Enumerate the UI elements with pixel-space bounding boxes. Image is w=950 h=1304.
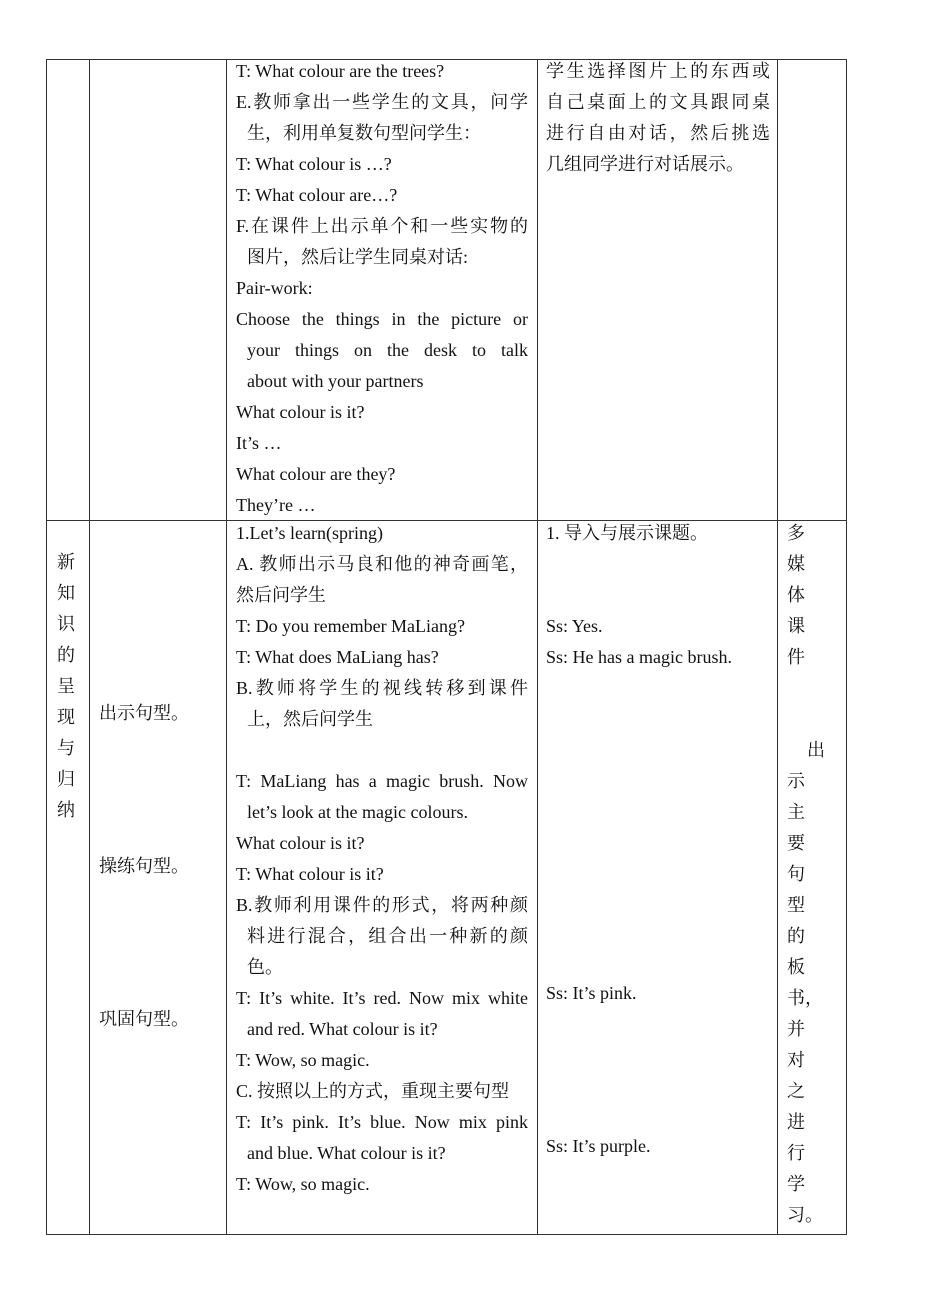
student-answer: Ss: He has a magic brush. <box>546 647 732 667</box>
media-line: 示 主 <box>787 771 823 822</box>
media-line: 板书， <box>787 957 823 1008</box>
border-col3 <box>537 59 538 1235</box>
text-line: 自己桌面上的文具跟同桌 <box>546 92 770 112</box>
media-line: 要 句 <box>787 833 823 884</box>
media-line: 件 <box>787 647 805 667</box>
text-line: 学生选择图片上的东西或 <box>546 61 770 81</box>
media-line: 行 学 <box>787 1143 823 1194</box>
border-col4 <box>777 59 778 1235</box>
text-line: 生，利用单复数句型问学生： <box>247 123 481 143</box>
student-answer: Ss: It’s pink. <box>546 983 637 1003</box>
stage-char: 现 <box>57 707 75 727</box>
media-line: 出 <box>807 740 825 760</box>
media-line: 多 媒 <box>787 523 823 574</box>
text-line: 料进行混合，组合出一种新的颜 <box>247 926 528 946</box>
step-consolidate: 巩固句型。 <box>99 1009 189 1029</box>
step-drill: 操练句型。 <box>99 856 189 876</box>
media-line: 之 进 <box>787 1081 823 1132</box>
text-line: 色。 <box>247 957 283 977</box>
border-right <box>846 59 847 1235</box>
text-line: T: MaLiang has a magic brush. Now <box>236 771 528 791</box>
text-line: and red. What colour is it? <box>247 1019 438 1039</box>
border-col2 <box>226 59 227 1235</box>
media-line: 体 课 <box>787 585 823 636</box>
text-line: T: Wow, so magic. <box>236 1050 370 1070</box>
student-answer: Ss: It’s purple. <box>546 1136 651 1156</box>
text-line: Choose the things in the picture or <box>236 309 528 329</box>
text-line: 上，然后问学生 <box>247 709 373 729</box>
text-line: T: Wow, so magic. <box>236 1174 370 1194</box>
text-line: What colour are they? <box>236 464 396 484</box>
text-line: E.教师拿出一些学生的文具，问学 <box>236 92 528 112</box>
stage-label <box>56 547 76 826</box>
text-line: T: It’s white. It’s red. Now mix white <box>236 988 528 1008</box>
stage-char: 呈 <box>57 676 75 696</box>
border-bottom <box>46 1234 847 1235</box>
text-line: 图片，然后让学生同桌对话: <box>247 247 468 267</box>
text-line: C. 按照以上的方式，重现主要句型 <box>236 1081 510 1101</box>
text-line: It’s … <box>236 433 282 453</box>
text-line: and blue. What colour is it? <box>247 1143 446 1163</box>
stage-char: 与 <box>57 738 75 758</box>
stage-char: 新 <box>57 552 75 572</box>
text-line: T: What colour are…? <box>236 185 398 205</box>
stage-char: 的 <box>57 645 75 665</box>
text-line: T: What colour is …? <box>236 154 392 174</box>
text-line: let’s look at the magic colours. <box>247 802 468 822</box>
text-line: T: What does MaLiang has? <box>236 647 439 667</box>
stage-char: 知 <box>57 583 75 603</box>
student-intro: 1. 导入与展示课题。 <box>546 523 708 543</box>
lower-process-cell <box>236 518 528 1200</box>
media-line: 习。 <box>787 1205 823 1225</box>
upper-student-cell <box>546 56 770 180</box>
text-line: T: What colour are the trees? <box>236 61 445 81</box>
text-line: 然后问学生 <box>236 585 326 605</box>
stage-char: 归 <box>57 769 75 789</box>
text-line: A. 教师出示马良和他的神奇画笔， <box>236 554 528 574</box>
text-line: about with your partners <box>247 371 424 391</box>
student-answer: Ss: Yes. <box>546 616 603 636</box>
border-col1 <box>89 59 90 1235</box>
upper-process-cell <box>236 56 528 521</box>
text-line: T: It’s pink. It’s blue. Now mix pink <box>236 1112 528 1132</box>
text-line: Pair-work: <box>236 278 313 298</box>
text-line: They’re … <box>236 495 316 515</box>
text-line: B.教师将学生的视线转移到课件 <box>236 678 528 698</box>
step-show: 出示句型。 <box>99 703 189 723</box>
text-line: What colour is it? <box>236 833 365 853</box>
text-line: B.教师利用课件的形式，将两种颜 <box>236 895 528 915</box>
text-line: 几组同学进行对话展示。 <box>546 154 744 174</box>
media-line: 并 对 <box>787 1019 823 1070</box>
text-line: T: Do you remember MaLiang? <box>236 616 466 636</box>
spacer-line <box>236 735 528 766</box>
stage-char: 识 <box>57 614 75 634</box>
text-line: What colour is it? <box>236 402 365 422</box>
text-line: T: What colour is it? <box>236 864 384 884</box>
text-line: 进行自由对话，然后挑选 <box>546 123 770 143</box>
media-line: 型 的 <box>787 895 823 946</box>
media-cell <box>787 518 839 673</box>
text-line: your things on the desk to talk <box>247 340 528 360</box>
stage-char: 纳 <box>57 800 75 820</box>
media-purpose-cell <box>787 735 839 1231</box>
border-left <box>46 59 47 1235</box>
text-line: 1.Let’s learn(spring) <box>236 523 383 543</box>
text-line: F.在课件上出示单个和一些实物的 <box>236 216 528 236</box>
